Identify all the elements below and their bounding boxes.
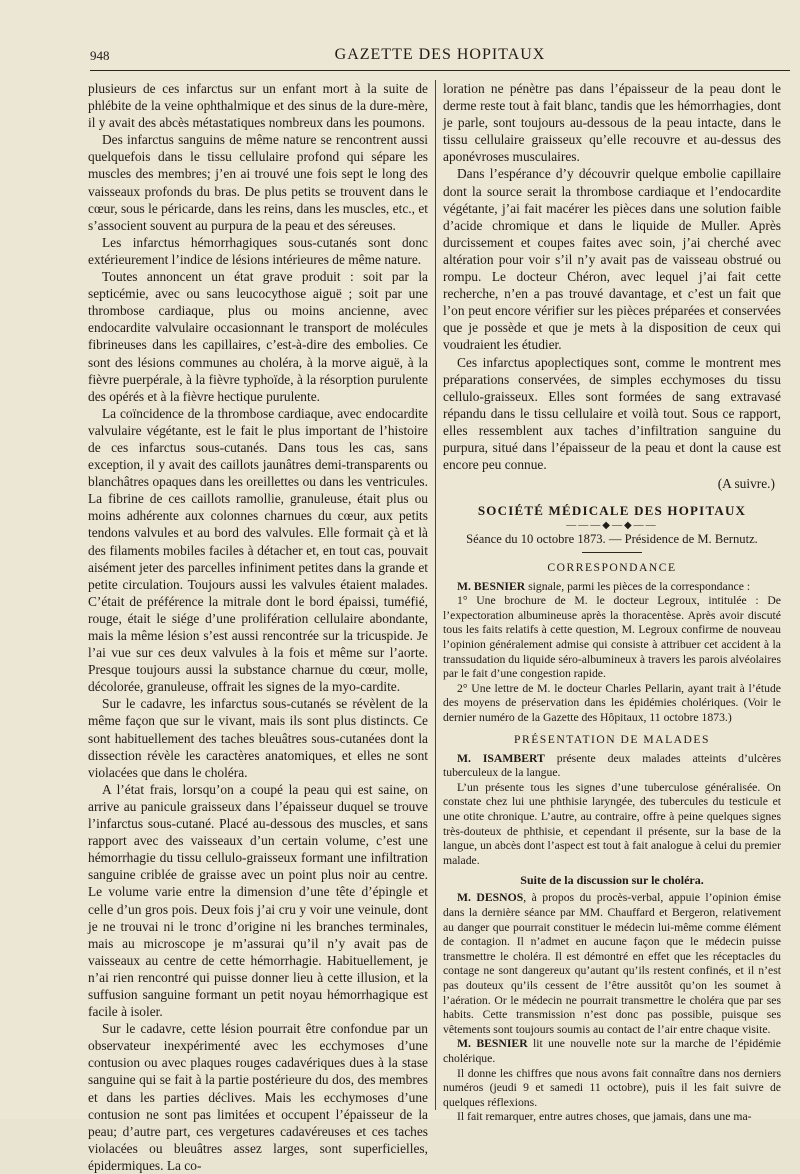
section-presentation: PRÉSENTATION DE MALADES <box>514 733 710 747</box>
journal-title: GAZETTE DES HOPITAUX <box>334 46 546 63</box>
discussion-paragraph-3: Il donne les chiffres que nous avons fait connaître dans nos derniers numéros (jeudi 9 et samedi 11 octobre), puis il les fait suivre de quelques réflexions. <box>443 1066 781 1109</box>
speaker-name: M. BESNIER <box>457 579 526 593</box>
left-paragraph-5: La coïncidence de la thrombose cardiaque, avec endocardite valvulaire végétante, est le fait le plus important de l’histoire de ces infarctus sous-cutanés. Dans tous les cas, sans exception, il y avait des caillots jaunâtres demi-transparents ou blanchâtres opaques dans les oreillettes ou dans les ventricules. La fibrine de ces caillots ramollie, granuleuse, était plus ou moins adhérente aux colonnes charnues du cœur, aux petits tendons valvules et au bord des valvules. Elle formait çà et là des filaments mobiles faciles à détacher et, en tout cas, pouvait aisément jeter des parcelles infiniment petites dans la grande et petite circulation. Toujours aussi les valvules étaient malades. C’était de préférence la mitrale dont le bord épaissi, tuméfié, rouge, était le siége d’une prolifération cellulaire abondante, mais la même lésion s’est aussi rencontrée sur la tricuspide. Je l’ai vue sur ces deux valvules à la fois et même sur l’aorte. Presque toujours aussi la substance charnue du cœur, molle, décolorée, granuleuse, offrait les signes de la myo-cardite. <box>88 405 428 695</box>
discussion-paragraph-2: M. BESNIER lit une nouvelle note sur la marche de l’épidémie cholérique. <box>443 1037 781 1065</box>
column-divider <box>435 80 436 1110</box>
left-paragraph-8: Sur le cadavre, cette lésion pourrait être confondue par un observateur inexpérimenté avec les ecchymoses d’une contusion ou avec plaques rouges cadavériques dues à la stase sanguine qui se fait à la partie postérieure du dos, des membres et dans les parties déclives. Mais les ecchymoses d’une contusion ne sont pas limitées et occupent l’épaisseur de la peau; d’autre part, ces vergetures cadavéreuses et ces taches violacées ou bleuâtres assez larges, sont superficielles, épidermiques. La co- <box>88 1021 428 1173</box>
left-paragraph-4: Toutes annoncent un état grave produit : soit par la septicémie, avec ou sans leucocythose aiguë ; soit par une thrombose cardiaque, plus ou moins ancienne, avec endocardite valvulaire occasionnant le transport de molécules fibrineuses dans les capillaires, c’est-à-dire des embolies. Ce sont des lésions communes au choléra, à la morve aiguë, à la fièvre puerpérale, à la fièvre typhoïde, à la résorption purulente des opérés et à la fièvre hectique purulente. <box>88 269 428 404</box>
discussion-paragraph-1: M. DESNOS, à propos du procès-verbal, appuie l’opinion émise dans la dernière séance par MM. Chauffard et Bergeron, relativement au danger que pourrait constituer le médecin lui-même comme élément de contagion. Il n’admet en aucune façon que le médecin puisse transmettre le choléra. Il est démontré en effet que les réceptacles du contage ne sont dangereux qu’autant qu’ils restent confinés, et il n’est pas douteux qu’ils cessent de l’être aussitôt qu’on les soumet à l’aération. Or le médecin ne pourrait transmettre le choléra que par ses habits. Cette transmission n’est donc pas possible, puisque ses vêtements sont toujours soumis au contact de l’air entre chaque visite. <box>443 891 781 1036</box>
page-number: 948 <box>90 48 110 63</box>
right-paragraph-1: loration ne pénètre pas dans l’épaisseur de la peau dont le derme reste tout à fait blanc, tandis que les hémorrhagies, dont je parle, sont toujours au-dessous de la peau intacte, dans le tissu cellulaire graisseux qu’elle recouvre et au-dessus des aponévroses musculaires. <box>443 81 781 165</box>
correspondance-paragraph-3: 2° Une lettre de M. le docteur Charles Pellarin, ayant trait à l’étude des moyens de préservation dans les épidémies cholériques. (Voir le dernier numéro de la Gazette des Hôpitaux, 11 octobre 1873.) <box>443 681 781 724</box>
section-correspondance: CORRESPONDANCE <box>547 561 677 575</box>
correspondance-paragraph-2: 1° Une brochure de M. le docteur Legroux, intitulée : De l’expectoration albumineuse après la thoracentèse. Après avoir discuté tous les faits relatifs à cette question, M. Legroux confirme de nouveau l’opinion généralement admise qui consiste à attribuer cet accident à la transsudation du liquide séro-albumineux à travers les parois alvéolaires par le fait d’une congestion rapide. <box>443 594 781 681</box>
left-paragraph-7: A l’état frais, lorsqu’on a coupé la peau qui est saine, on arrive au panicule graisseux dans l’épaisseur duquel se trouve l’infarctus sous-cutané. Placé au-dessous des muscles, et sans rapport avec des vaisseaux d’un certain volume, c’est une hémorrhagie du tissu cellulo-graisseux formant une infiltration sanguine criblée de graisse avec un point plus noir au centre. Le volume varie entre la dimension d’une tête d’épingle et celle d’un gros pois. Deux fois j’ai cru y voir une veinule, dont je ne trouvai ni le tronc d’origine ni les branches terminales, mais au microscope je m’assurai qu’il n’y avait pas de vaisseaux au centre de cette hémorrhagie. Habituellement, je n’ai rien rencontré qui puisse donner lieu à cette illusion, et la suffusion sanguine formant un petit noyau hémorrhagique est facile à isoler. <box>88 781 428 1020</box>
left-paragraph-2: Des infarctus sanguins de même nature se rencontrent aussi quelquefois dans le tissu cellulaire profond qui sépare les muscles des membres; j’en ai trouvé une fois sept le long des vaisseaux profonds du bras. De plus petits se trouvent dans le cœur, sous le péricarde, dans les reins, dans les muscles, etc., et s’associent souvent au purpura de la peau et des séreuses. <box>88 132 428 233</box>
right-paragraph-2: Dans l’espérance d’y découvrir quelque embolie capillaire dont la source serait la thrombose cardiaque et l’endocardite végétante, j’ai fait macérer les pièces dans une solution faible d’acide chromique et dans le liquide de Muller. Après durcissement et coupes faites avec soin, j’ai cherché avec altération pour voir s’il n’y avait pas de vaisseau obstrué ou rompu. Le docteur Chéron, avec lequel j’ai fait cette recherche, n’en a pas trouvé davantage, et c’est un fait que l’on peut encore vérifier sur les pièces préparées et conservées que je possède et que je mets à la disposition de ceux qui voudraient les étudier. <box>443 166 781 353</box>
presentation-paragraph-2: L’un présente tous les signes d’une tuberculose généralisée. On constate chez lui une phthisie laryngée, des tubercules du testicule et une otite chronique. L’autre, au contraire, offre à peine quelques signes très-douteux de phthisie, et cependant il présente, sur la base de la langue, un abcès dont l’aspect est tout à fait analogue à celui du premier malade. <box>443 780 781 867</box>
left-paragraph-1: plusieurs de ces infarctus sur un enfant mort à la suite de phlébite de la veine ophthalmique et des sinus de la dure-mère, il y avait des abcès métastatiques nombreux dans les poumons. <box>88 81 428 131</box>
left-paragraph-3: Les infarctus hémorrhagiques sous-cutanés sont donc extérieurement l’indice de lésions intérieures de même nature. <box>88 234 428 267</box>
right-column <box>443 80 781 1124</box>
right-paragraph-3: Ces infarctus apoplectiques sont, comme le montrent mes préparations conservées, de simples ecchymoses du tissu cellulo-graisseux. Elles sont formées de sang extravasé répandu dans le tissu cellulaire et voilà tout. Sous ce rapport, elles ressemblent aux taches d’infiltration sanguine du purpura, situé dans l’épaisseur de la peau et dont la cause est encore peu connue. <box>443 354 781 473</box>
section-discussion: Suite de la discussion sur le choléra. <box>520 873 704 888</box>
page-header <box>90 46 790 68</box>
discussion-paragraph-4: Il fait remarquer, entre autres choses, que jamais, dans une ma- <box>457 1110 752 1124</box>
to-be-continued: (A suivre.) <box>717 476 775 492</box>
header-rule <box>90 70 790 71</box>
left-paragraph-6: Sur le cadavre, les infarctus sous-cutanés se révèlent de la même façon que sur le vivant, mais ils sont plus distincts. Ce sont habituellement des taches bleuâtres sous-cutanées dont la dissection révèle les caractères anatomiques, et elles ne sont violacées que dans le choléra. <box>88 696 428 780</box>
society-title: SOCIÉTÉ MÉDICALE DES HOPITAUX <box>477 503 747 519</box>
ornament-divider: ———◆—◆—— <box>566 520 658 532</box>
speaker-name: M. ISAMBERT <box>457 751 545 765</box>
speaker-name: M. DESNOS <box>457 891 524 905</box>
presentation-paragraph-1: M. ISAMBERT présente deux malades atteints d’ulcères tuberculeux de la langue. <box>443 751 781 780</box>
correspondance-paragraph-1: M. BESNIER signale, parmi les pièces de la correspondance : <box>457 579 751 593</box>
speaker-name: M. BESNIER <box>457 1037 528 1051</box>
left-column <box>88 80 428 1173</box>
session-line: Séance du 10 octobre 1873. — Présidence de M. Bernutz. <box>466 532 758 547</box>
short-rule <box>582 552 642 553</box>
